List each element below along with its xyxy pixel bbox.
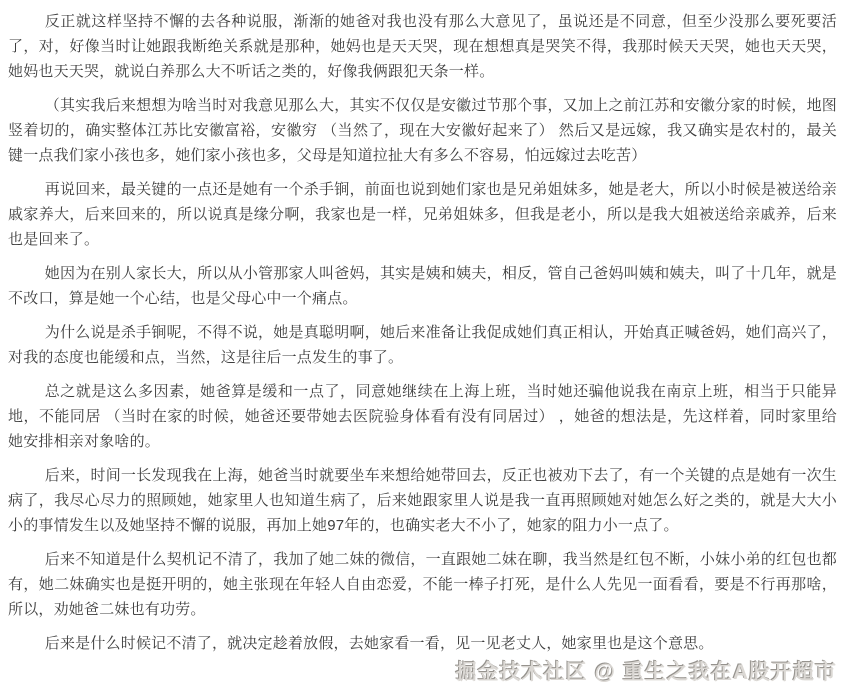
article-paragraph: 总之就是这么多因素，她爸算是缓和一点了，同意她继续在上海上班，当时她还骗他说我在南京上班，相当于只能异地，不能同居 （当时在家的时候，她爸还要带她去医院验身体看有没有同居过） ，她爸的想法是，先这样着，同时家里给她安排相亲对象啥的。 (8, 383, 837, 450)
article-paragraph: 后来是什么时候记不清了，就决定趁着放假，去她家看一看，见一见老丈人，她家里也是这个意思。 (44, 635, 714, 652)
article-paragraph: 再说回来，最关键的一点还是她有一个杀手锏，前面也说到她们家也是兄弟姐妹多，她是老大，所以小时候是被送给亲戚家养大，后来回来的，所以说真是缘分啊，我家也是一样，兄弟姐妹多，但我是老小，所以是我大姐被送给亲戚养，后来也是回来了。 (8, 181, 837, 248)
article-paragraph: 她因为在别人家长大，所以从小管那家人叫爸妈，其实是姨和姨夫，相反，管自己爸妈叫姨和姨夫，叫了十几年，就是不改口，算是她一个心结，也是父母心中一个痛点。 (8, 265, 837, 307)
article-paragraph: 为什么说是杀手锏呢，不得不说，她是真聪明啊，她后来准备让我促成她们真正相认，开始真正喊爸妈，她们高兴了，对我的态度也能缓和点，当然，这是往后一点发生的事了。 (8, 324, 837, 366)
article-paragraph: 反正就这样坚持不懈的去各种说服，渐渐的她爸对我也没有那么大意见了，虽说还是不同意，但至少没那么要死要活了，对，好像当时让她跟我断绝关系就是那种，她妈也是天天哭，现在想想真是哭笑不得，我那时候天天哭，她也天天哭，她妈也天天哭，就说白养那么大不听话之类的，好像我俩跟犯天条一样。 (8, 13, 837, 80)
article-paragraph: 后来不知道是什么契机记不清了，我加了她二妹的微信，一直跟她二妹在聊，我当然是红包不断，小妹小弟的红包也都有，她二妹确实也是挺开明的，她主张现在年轻人自由恋爱，不能一棒子打死，是什么人先见一面看看，要是不行再那啥，所以，劝她爸二妹也有功劳。 (8, 551, 837, 618)
watermark-text: 掘金技术社区 @ 重生之我在A股开超市 (455, 661, 837, 684)
article-paragraph: （其实我后来想想为啥当时对我意见那么大，其实不仅仅是安徽过节那个事，又加上之前江苏和安徽分家的时候，地图竖着切的，确实整体江苏比安徽富裕，安徽穷 （当然了，现在大安徽好起来了） 然后又是远嫁，我又确实是农村的，最关键一点我们家小孩也多，她们家小孩也多，父母是知道拉扯大有多么不容易，怕远嫁过去吃苦） (8, 97, 837, 164)
article-paragraph: 后来，时间一长发现我在上海，她爸当时就要坐车来想给她带回去，反正也被劝下去了，有一个关键的点是她有一次生病了，我尽心尽力的照顾她，她家里人也知道生病了，后来她跟家里人说是我一直再照顾她对她怎么好之类的，就是大大小小的事情发生以及她坚持不懈的说服，再加上她97年的，也确实老大不小了，她家的阻力小一点了。 (8, 467, 837, 534)
